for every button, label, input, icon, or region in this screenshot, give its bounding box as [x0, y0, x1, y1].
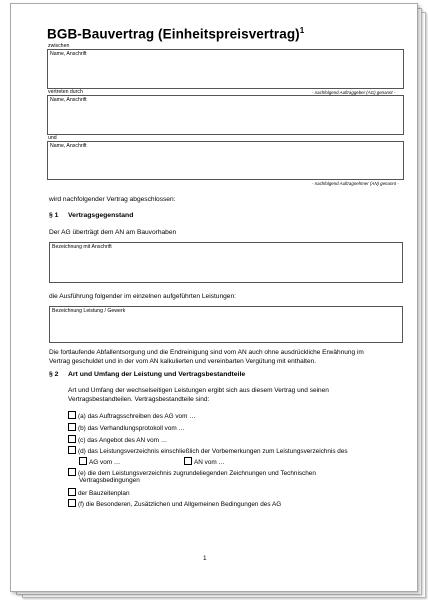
- service-description-box[interactable]: [49, 306, 403, 343]
- item-a-checkbox[interactable]: [68, 411, 76, 419]
- item-d-an[interactable]: AN vom …: [184, 457, 225, 466]
- item-d-checkbox[interactable]: [68, 446, 76, 454]
- project-address-label: Bezeichnung mit Anschrift: [52, 244, 112, 250]
- project-address-box[interactable]: [49, 242, 403, 283]
- note-an: - nachfolgend Auftragnehmer (AN) genannt -: [312, 181, 399, 186]
- note-ag: - nachfolgend Auftraggeber (AG) genannt -: [312, 90, 396, 95]
- item-bauzeitenplan-checkbox[interactable]: [68, 488, 76, 496]
- section-1-title: Vertragsgegenstand: [68, 212, 134, 219]
- label-und: und: [48, 135, 57, 141]
- representative-address-label: Name, Anschrift: [50, 97, 87, 103]
- item-c[interactable]: (c) das Angebot des AN vom …: [68, 435, 167, 444]
- item-e-line-2: Vertragsbedingungen: [79, 477, 140, 484]
- section-1-paragraph: Die fortlaufende Abfallentsorgung und die Endreinigung sind vom AN auch ohne ausdrückliche Erwähnung im Vertrag geschuldet und in der vom AN kalkulierten und vereinbarten Vergütung mit enthalten.: [49, 349, 364, 365]
- representative-address-box[interactable]: [47, 95, 404, 135]
- item-bauzeitenplan[interactable]: der Bauzeitenplan: [68, 488, 130, 497]
- item-e-checkbox[interactable]: [68, 468, 76, 476]
- party-an-address-label: Name, Anschrift: [50, 143, 87, 149]
- item-e[interactable]: (e) die dem Leistungsverzeichnis zugrundeliegenden Zeichnungen und Technischen: [68, 468, 316, 477]
- item-f-checkbox[interactable]: [68, 499, 76, 507]
- label-zwischen: zwischen: [48, 43, 70, 49]
- item-c-checkbox[interactable]: [68, 435, 76, 443]
- section-2-title: Art und Umfang der Leistung und Vertragsbestandteile: [68, 371, 246, 378]
- section-2-number: § 2: [49, 371, 59, 378]
- section-1-number: § 1: [49, 212, 59, 219]
- item-b[interactable]: (b) das Verhandlungsprotokoll vom …: [68, 423, 185, 432]
- section-1-text: Der AG überträgt dem AN am Bauvorhaben: [49, 229, 177, 236]
- party-ag-address-box[interactable]: [47, 49, 404, 89]
- party-ag-address-label: Name, Anschrift: [50, 51, 87, 57]
- item-d-an-checkbox[interactable]: [184, 457, 192, 465]
- page-number: 1: [203, 555, 207, 562]
- item-b-checkbox[interactable]: [68, 423, 76, 431]
- label-vertreten-durch: vertreten durch: [48, 89, 83, 95]
- item-f[interactable]: (f) die Besonderen, Zusätzlichen und Allgemeinen Bedingungen des AG: [68, 499, 281, 508]
- item-d-ag[interactable]: AG vom …: [79, 457, 120, 466]
- document-title: BGB-Bauvertrag (Einheitspreisvertrag)$^1$: [47, 26, 305, 42]
- item-a[interactable]: (a) das Auftragsschreiben des AG vom …: [68, 411, 196, 420]
- section-1-text-2: die Ausführung folgender im einzelnen aufgeführten Leistungen:: [49, 293, 236, 300]
- section-2-paragraph: Art und Umfang der wechselseitigen Leistungen ergibt sich aus diesem Vertrag und seinen Vertragsbestandteilen. Vertragsbestandteile sind:: [68, 387, 329, 403]
- item-d-ag-checkbox[interactable]: [79, 457, 87, 465]
- intro-text: wird nachfolgender Vertrag abgeschlossen:: [49, 196, 176, 203]
- party-an-address-box[interactable]: [47, 141, 404, 180]
- item-d[interactable]: (d) das Leistungsverzeichnis einschließlich der Vorbemerkungen zum Leistungsverzeichnis des: [68, 446, 348, 455]
- service-description-label: Bezeichnung Leistung / Gewerk: [52, 308, 126, 314]
